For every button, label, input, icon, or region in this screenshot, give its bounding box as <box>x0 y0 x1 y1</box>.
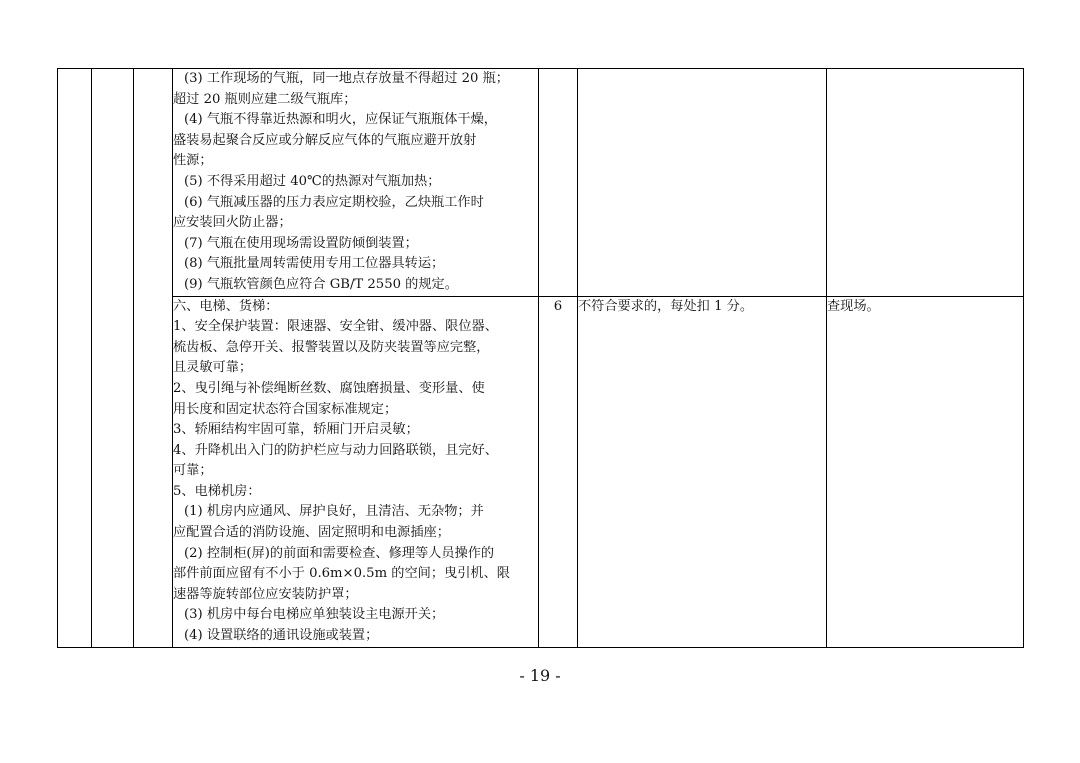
requirement-line: 1、安全保护装置：限速器、安全钳、缓冲器、限位器、 <box>173 319 498 335</box>
requirement-line: 可靠； <box>173 463 213 479</box>
requirement-line: (3) 工作现场的气瓶，同一地点存放量不得超过 20 瓶； <box>184 71 509 86</box>
table-row-gas-cylinders <box>58 69 1024 297</box>
requirement-line: (5) 不得采用超过 40℃的热源对气瓶加热； <box>184 173 441 189</box>
requirement-line: (2) 控制柜(屏)的前面和需要检查、修理等人员操作的 <box>184 545 495 561</box>
requirement-line: 部件前面应留有不小于 0.6m×0.5m 的空间；曳引机、限 <box>173 566 510 582</box>
requirement-line: (9) 气瓶软管颜色应符合 GB/T 2550 的规定。 <box>184 276 458 292</box>
standard-content-cell <box>173 296 539 647</box>
requirement-line: 3、轿厢结构牢固可靠，轿厢门开启灵敏； <box>173 422 419 438</box>
table-row-elevators <box>58 296 1024 647</box>
item-cell <box>134 69 173 648</box>
requirement-line: 应安装回火防止器； <box>173 215 292 231</box>
inspection-standard-table <box>57 68 1024 648</box>
requirement-line: (4) 气瓶不得靠近热源和明火，应保证气瓶瓶体干燥， <box>184 112 497 128</box>
requirement-line: (1) 机房内应通风、屏护良好，且清洁、无杂物；并 <box>184 504 484 520</box>
requirement-line: (7) 气瓶在使用现场需设置防倾倒装置； <box>184 235 418 251</box>
deduction-cell <box>578 69 827 297</box>
section-heading: 六、电梯、货梯： <box>173 298 279 314</box>
standard-content-cell <box>173 69 539 297</box>
deduction-cell: 不符合要求的，每处扣 1 分。 <box>578 296 827 647</box>
requirement-line: (3) 机房中每台电梯应单独装设主电源开关； <box>184 607 445 623</box>
category-cell <box>58 69 92 648</box>
requirement-line: 且灵敏可靠； <box>173 360 253 376</box>
subcategory-cell <box>92 69 134 648</box>
requirement-line: 应配置合适的消防设施、固定照明和电源插座； <box>173 525 450 541</box>
requirement-line: 4、升降机出入门的防护栏应与动力回路联锁，且完好、 <box>173 442 498 458</box>
requirement-line: 5、电梯机房： <box>173 483 261 499</box>
requirement-line: (8) 气瓶批量周转需使用专用工位器具转运； <box>184 256 445 272</box>
requirement-line: (4) 设置联络的通讯设施或装置； <box>184 628 379 644</box>
requirement-line: 速器等旋转部位应安装防护罩； <box>173 586 358 602</box>
score-cell <box>539 69 578 297</box>
requirement-line: 用长度和固定状态符合国家标准规定； <box>173 401 398 417</box>
requirement-line: 超过 20 瓶则应建二级气瓶库； <box>173 91 357 107</box>
requirement-line: 性源； <box>173 153 213 169</box>
score-cell: 6 <box>539 296 578 647</box>
requirement-line: 梳齿板、急停开关、报警装置以及防夹装置等应完整， <box>173 339 490 355</box>
page-number: - 19 - <box>519 666 561 685</box>
method-cell <box>827 69 1024 297</box>
requirement-line: (6) 气瓶减压器的压力表应定期校验，乙炔瓶工作时 <box>184 194 484 210</box>
method-cell: 查现场。 <box>827 296 1024 647</box>
requirement-line: 盛装易起聚合反应或分解反应气体的气瓶应避开放射 <box>173 132 477 148</box>
requirement-line: 2、曳引绳与补偿绳断丝数、腐蚀磨损量、变形量、使 <box>173 380 485 396</box>
